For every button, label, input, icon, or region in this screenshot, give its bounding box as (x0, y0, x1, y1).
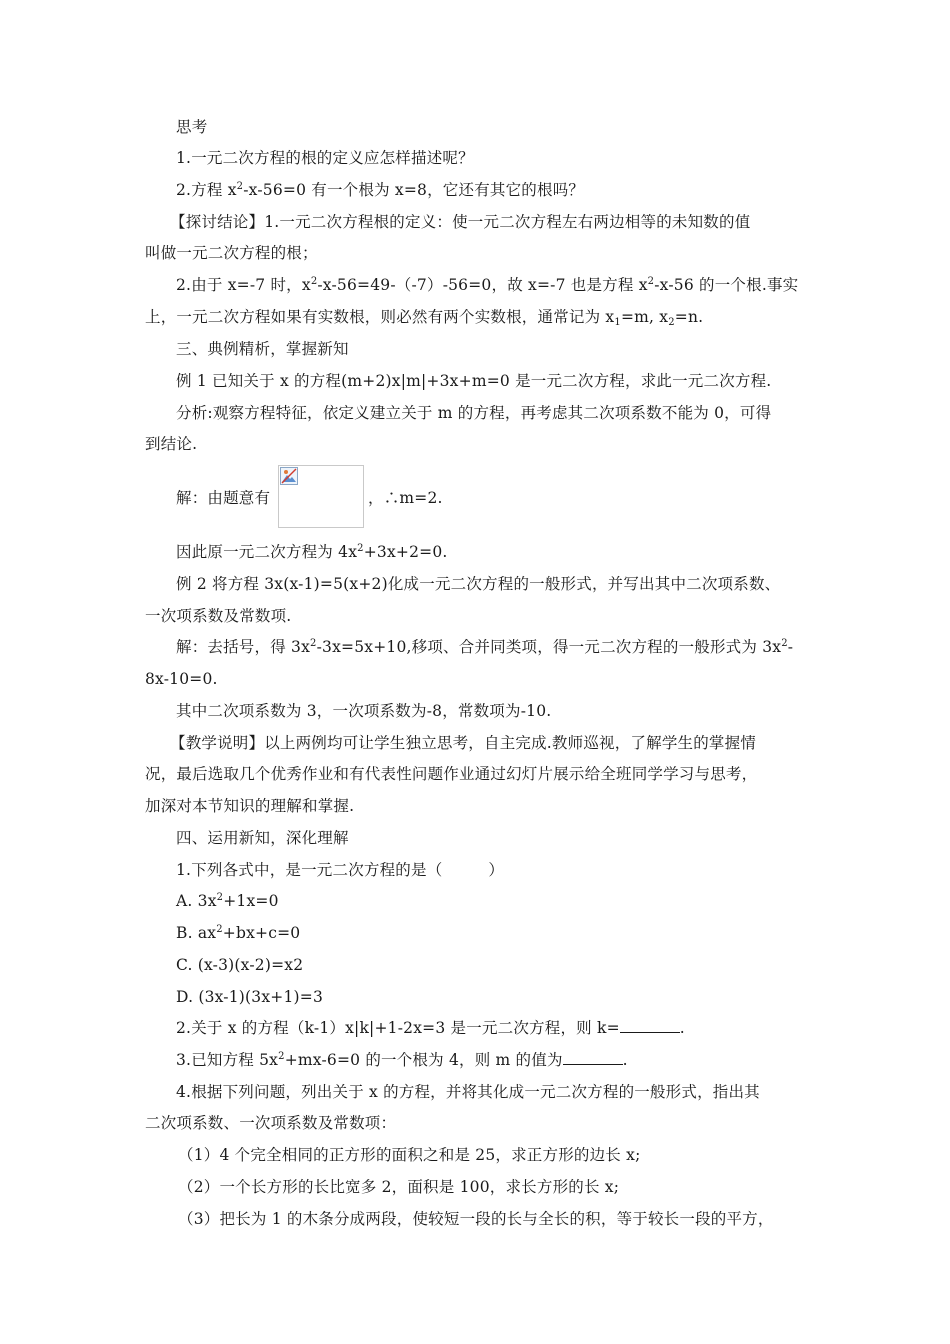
broken-image-icon (280, 467, 298, 485)
exercise-4-sub-3: （3）把长为 1 的木条分成两段，使较短一段的长与全长的积，等于较长一段的平方， (178, 1210, 774, 1228)
answer-blank[interactable] (620, 1018, 680, 1033)
solution-2-line-1: 解：去括号，得 $3x^2-3x=5x+10$,移项、合并同类项，得一元二次方程的一般形式为 $3x^2-$ (176, 638, 794, 656)
example-2-line-1: 例 2 将方程 3x(x-1)=5(x+2)化成一元二次方程的一般形式，并写出其中二次项系数、 (176, 575, 781, 593)
teaching-note-line-3: 加深对本节知识的理解和掌握. (145, 797, 355, 815)
exercise-4-sub-1: （1）4 个完全相同的正方形的面积之和是 25，求正方形的边长 x; (178, 1146, 641, 1164)
thinking-heading: 思考 (176, 118, 208, 136)
answer-blank[interactable] (563, 1050, 623, 1065)
exercise-3: 3.已知方程 $5x^2+mx-6=0$ 的一个根为 4，则 m 的值为 . (176, 1051, 628, 1069)
equation-image-placeholder (278, 465, 364, 528)
exercise-4-line-1: 4.根据下列问题，列出关于 x 的方程，并将其化成一元二次方程的一般形式，指出其 (176, 1083, 760, 1101)
exercise-4-sub-2: （2）一个长方形的长比宽多 2，面积是 100，求长方形的长 x; (178, 1178, 620, 1196)
analysis-line-2: 到结论. (145, 435, 198, 453)
section-4-heading: 四、运用新知，深化理解 (176, 829, 349, 847)
thinking-question-1: 1.一元二次方程的根的定义应怎样描述呢？ (176, 149, 474, 167)
teaching-note-line-1: 【教学说明】以上两例均可让学生独立思考，自主完成.教师巡视，了解学生的掌握情 (170, 734, 757, 752)
solution-1-suffix: ，∴m=2. (368, 489, 443, 507)
exercise-4-line-2: 二次项系数、一次项系数及常数项： (145, 1114, 397, 1132)
solution-2-line-2: 8x-10=0. (145, 670, 218, 688)
conclusion-line-1: 【探讨结论】1.一元二次方程根的定义：使一元二次方程左右两边相等的未知数的值 (170, 213, 751, 231)
analysis-line-1: 分析:观察方程特征，依定义建立关于 m 的方程，再考虑其二次项系数不能为 0，可得 (176, 404, 772, 422)
solution-1-result: 因此原一元二次方程为 $4x^2+3x+2=0$. (176, 543, 448, 561)
conclusion-line-3: 2.由于 x=-7 时，$x^2-x-56=49-(-7)-56=0$，故 x=-7 也是方程 $x^2-x-56$ 的一个根.事实 (176, 276, 799, 294)
section-3-heading: 三、典例精析，掌握新知 (176, 340, 349, 358)
option-c: C. (x-3)(x-2)=x2 (176, 956, 304, 974)
option-a: A. $3x^2+1x=0$ (176, 892, 279, 910)
conclusion-line-2: 叫做一元二次方程的根； (145, 244, 318, 262)
solution-1-prefix: 解：由题意有 (176, 489, 271, 507)
option-d: D. (3x-1)(3x+1)=3 (176, 988, 324, 1006)
teaching-note-line-2: 况，最后选取几个优秀作业和有代表性问题作业通过幻灯片展示给全班同学学习与思考， (145, 765, 758, 783)
option-b: B. $ax^2+bx+c=0$ (176, 924, 301, 942)
example-1: 例 1 已知关于 x 的方程(m+2)x|m|+3x+m=0 是一元二次方程，求此一元二次方程. (176, 372, 772, 390)
thinking-question-2: 2.方程 $x^2-x-56=0$ 有一个根为 x=8，它还有其它的根吗？ (176, 181, 585, 199)
conclusion-line-4: 上，一元二次方程如果有实数根，则必然有两个实数根，通常记为 $x_1=m$, $x_2=n$. (145, 308, 704, 328)
example-2-line-2: 一次项系数及常数项. (145, 607, 292, 625)
solution-2-line-3: 其中二次项系数为 3，一次项系数为-8，常数项为-10. (176, 702, 552, 720)
exercise-1: 1.下列各式中，是一元二次方程的是（ ） (176, 861, 505, 879)
exercise-2: 2.关于 x 的方程（k-1）x|k|+1-2x=3 是一元二次方程，则 k= . (176, 1019, 685, 1037)
